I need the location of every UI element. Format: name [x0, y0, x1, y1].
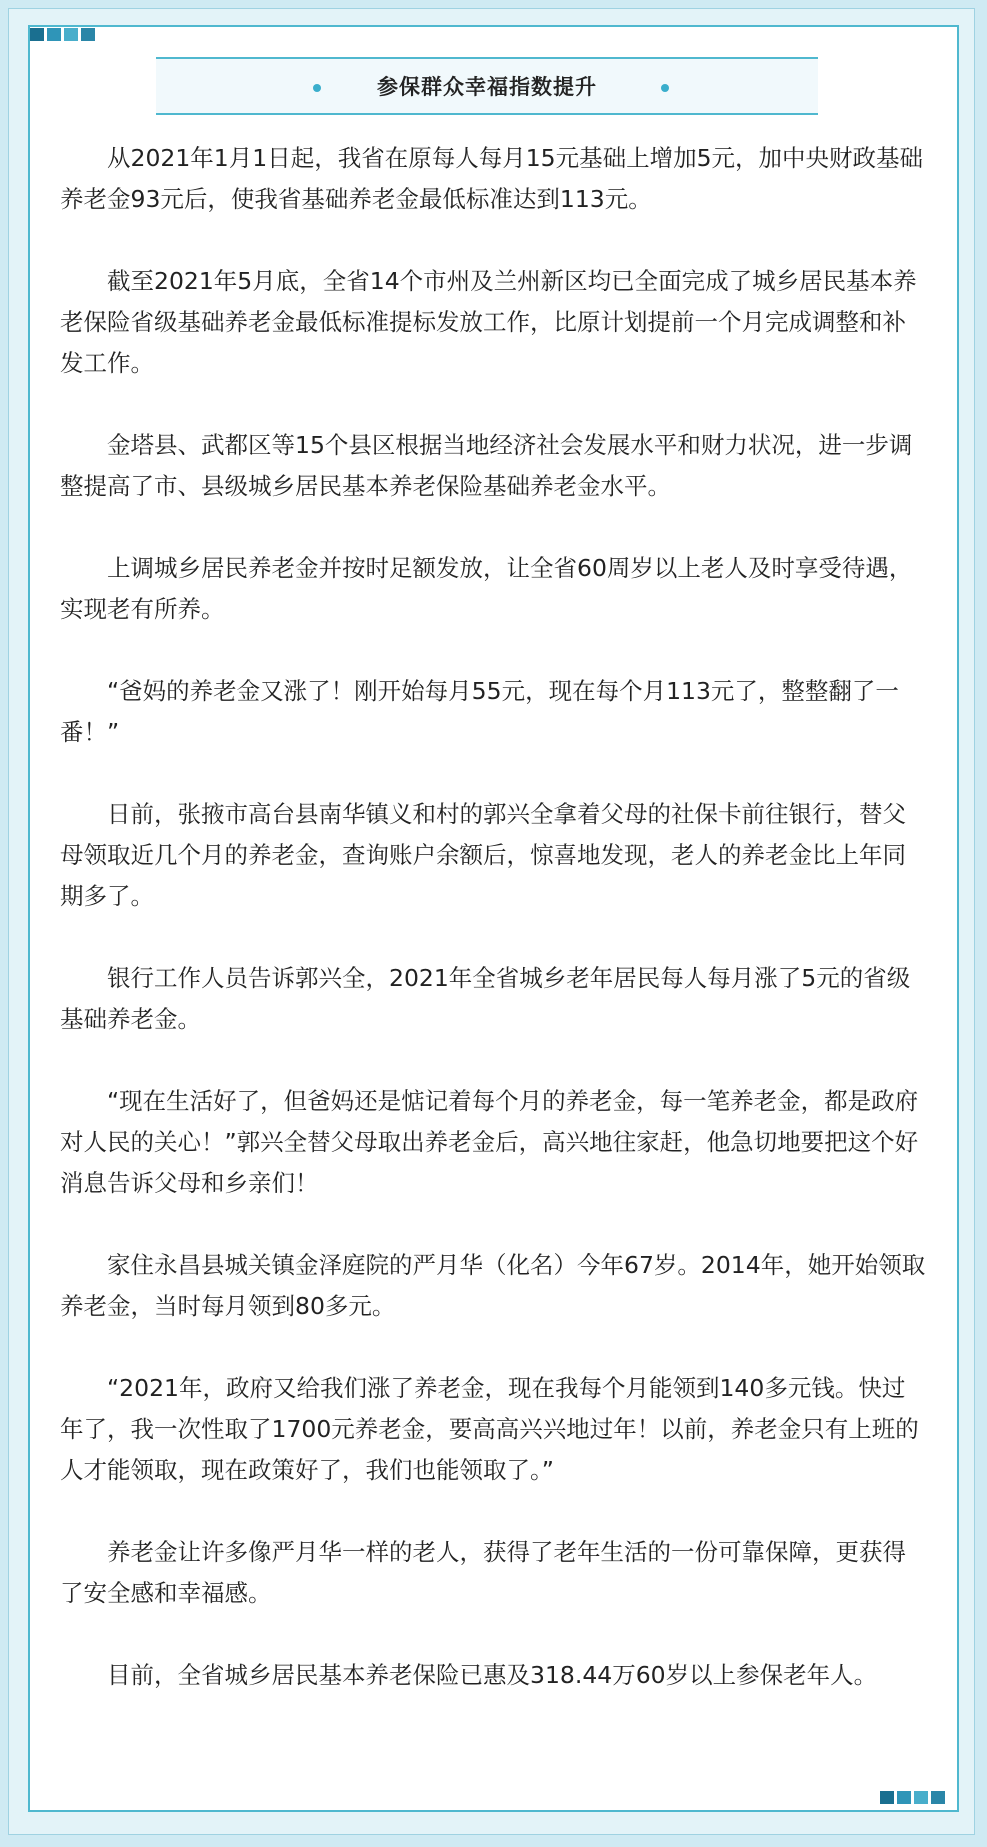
paragraph: 金塔县、武都区等15个县区根据当地经济社会发展水平和财力状况，进一步调整提高了市、县级城乡居民基本养老保险基础养老金水平。: [60, 431, 913, 500]
paragraph: 日前，张掖市高台县南华镇义和村的郭兴全拿着父母的社保卡前往银行，替父母领取近几个月的养老金，查询账户余额后，惊喜地发现，老人的养老金比上年同期多了。: [60, 800, 906, 910]
paragraph: “2021年，政府又给我们涨了养老金，现在我每个月能领到140多元钱。快过年了，我一次性取了1700元养老金，要高高兴兴地过年！以前，养老金只有上班的人才能领取，现在政策好了，我们也能领取了。”: [60, 1374, 919, 1484]
decorative-squares-bottom: [880, 1791, 945, 1804]
article-title: 参保群众幸福指数提升: [377, 75, 597, 99]
title-dot-right-icon: [661, 84, 669, 92]
paragraph: 从2021年1月1日起，我省在原每人每月15元基础上增加5元，加中央财政基础养老金93元后，使我省基础养老金最低标准达到113元。: [60, 144, 924, 213]
title-banner: [156, 57, 818, 115]
paragraph: “现在生活好了，但爸妈还是惦记着每个月的养老金，每一笔养老金，都是政府对人民的关心！”郭兴全替父母取出养老金后，高兴地往家赶，他急切地要把这个好消息告诉父母和乡亲们！: [60, 1087, 919, 1197]
paragraph: 目前，全省城乡居民基本养老保险已惠及318.44万60岁以上参保老年人。: [107, 1661, 878, 1689]
title-dot-left-icon: [313, 84, 321, 92]
article-body: [60, 138, 927, 1737]
paragraph: 养老金让许多像严月华一样的老人，获得了老年生活的一份可靠保障，更获得了安全感和幸福感。: [60, 1538, 906, 1607]
paragraph: 上调城乡居民养老金并按时足额发放，让全省60周岁以上老人及时享受待遇，实现老有所养。: [60, 554, 913, 623]
paragraph: 家住永昌县城关镇金泽庭院的严月华（化名）今年67岁。2014年，她开始领取养老金，当时每月领到80多元。: [60, 1251, 926, 1320]
paragraph: 截至2021年5月底，全省14个市州及兰州新区均已全面完成了城乡居民基本养老保险省级基础养老金最低标准提标发放工作，比原计划提前一个月完成调整和补发工作。: [60, 267, 917, 377]
decorative-squares-top: [30, 28, 95, 41]
paragraph: “爸妈的养老金又涨了！刚开始每月55元，现在每个月113元了，整整翻了一番！”: [60, 677, 899, 746]
paragraph: 银行工作人员告诉郭兴全，2021年全省城乡老年居民每人每月涨了5元的省级基础养老金。: [60, 964, 911, 1033]
